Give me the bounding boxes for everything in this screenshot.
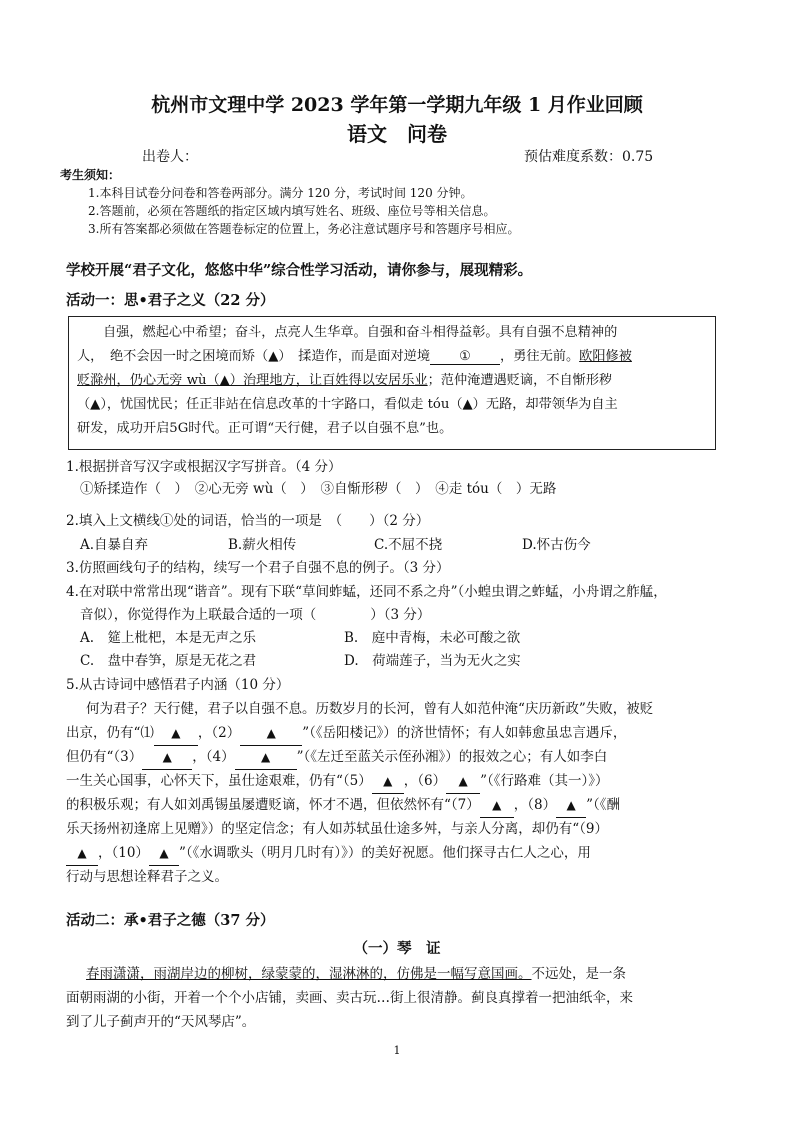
underlined-sentence: 春雨潇潇，雨湖岸边的柳树，绿蒙蒙的，湿淋淋的，仿佛是一幅写意国画。 xyxy=(86,966,532,982)
q5-fragment: ”（《酬 xyxy=(586,797,620,813)
q5-fragment: 一生关心国事，心怀天下，虽仕途艰难，仍有“（5） xyxy=(66,773,372,789)
answer-mark: ▲ xyxy=(260,750,271,764)
story-line xyxy=(86,962,626,986)
option-d: D. 荷端莲子，当为无火之实 xyxy=(344,653,521,669)
blank-1: ① xyxy=(430,349,500,365)
question-5: 5.从古诗词中感悟君子内涵（10 分） xyxy=(66,677,290,693)
blank-3 xyxy=(142,745,192,770)
author-label: 出卷人： xyxy=(142,149,198,165)
question-4-cont: 音似），你觉得作为上联最合适的一项（ ）（3 分） xyxy=(80,607,431,623)
question-2: 2.填入上文横线①处的词语，恰当的一项是 （ ）（2 分） xyxy=(66,513,430,529)
q5-fragment: ，（2） xyxy=(197,725,241,741)
option-d: D.怀古伤今 xyxy=(522,537,591,553)
story-fragment: 不远处，是一条 xyxy=(531,966,626,982)
passage-fragment: ；范仲淹遭遇贬谪，不自惭形秽 xyxy=(427,373,613,388)
blank-9 xyxy=(66,841,98,866)
notice-item: 1.本科目试卷分问卷和答卷两部分。满分 120 分，考试时间 120 分钟。 xyxy=(88,186,473,200)
story-line: 到了儿子蓟声开的“天风琴店”。 xyxy=(66,1014,256,1030)
blank-6 xyxy=(446,769,480,794)
answer-mark: ▲ xyxy=(171,726,181,740)
passage-line xyxy=(77,345,709,365)
blank-5 xyxy=(372,769,404,794)
question-1-items: ①矫揉造作（ ） ②心无旁 wù（ ） ③自惭形秽（ ） ④走 tóu（ ）无路 xyxy=(80,481,557,497)
answer-mark: ▲ xyxy=(458,774,468,788)
q5-line: 乐天扬州初逢席上见赠》）的坚定信念；有人如苏轼虽仕途多舛，与亲人分离，却仍有“（9） xyxy=(66,821,608,837)
q5-line xyxy=(66,721,626,746)
passage-fragment: ，勇往无前。 xyxy=(500,349,580,364)
option-b: B. 庭中青梅，未必可酸之欲 xyxy=(344,630,521,646)
blank-7 xyxy=(480,793,514,818)
option-b: B.薪火相传 xyxy=(228,537,297,553)
passage-line xyxy=(77,369,709,388)
q5-fragment: ”（《水调歌头（明月几时有）》）的美好祝愿。他们探寻古仁人之心，用 xyxy=(178,845,591,861)
notice-heading: 考生须知： xyxy=(60,168,121,182)
underlined-sentence: 欧阳修被 xyxy=(579,349,632,364)
q5-fragment: ，（8） xyxy=(513,797,557,813)
underlined-sentence: 贬滁州，仍心无旁 wù（▲）治理地方，让百姓得以安居乐业 xyxy=(77,373,428,388)
passage-fragment: 人， 绝不会因一时之困境而矫（▲） 揉造作，而是面对逆境 xyxy=(77,349,431,364)
question-3: 3.仿照画线句子的结构，续写一个君子自强不息的例子。（3 分） xyxy=(66,560,450,576)
q5-fragment: 出京，仍有“⑴ xyxy=(66,725,154,741)
q5-line xyxy=(66,769,609,794)
passage-box xyxy=(68,316,716,450)
passage-line: 自强，燃起心中希望；奋斗，点亮人生华章。自强和奋斗相得益彰。具有自强不息精神的 xyxy=(103,325,618,340)
option-a: A. 筵上枇杷，本是无声之乐 xyxy=(80,630,257,646)
q5-fragment: ，（4） xyxy=(192,749,235,765)
question-1: 1.根据拼音写汉字或根据汉字写拼音。（4 分） xyxy=(66,459,342,475)
blank-1 xyxy=(154,721,198,746)
q5-line xyxy=(66,745,607,770)
notice-item: 2.答题前，必须在答题纸的指定区域内填写姓名、班级、座位号等相关信息。 xyxy=(88,204,496,218)
answer-mark: ▲ xyxy=(383,774,393,788)
difficulty-coefficient: 预估难度系数：0.75 xyxy=(524,149,654,165)
section-heading: （一）琴 证 xyxy=(353,940,441,957)
answer-mark: ▲ xyxy=(159,846,169,860)
answer-mark: ▲ xyxy=(162,750,172,764)
q5-fragment: ”（《岳阳楼记》）的济世情怀；有人如韩愈虽忠言遇斥， xyxy=(302,725,627,741)
q5-line: 行动与思想诠释君子之义。 xyxy=(66,869,228,885)
q5-line xyxy=(66,841,591,866)
exam-subtitle: 语文 问卷 xyxy=(347,122,447,146)
q5-fragment: 但仍有“（3） xyxy=(66,749,143,765)
q5-fragment: ”（《左迁至蓝关示侄孙湘》）的报效之心；有人如李白 xyxy=(296,749,608,765)
activity2-heading: 活动二：承•君子之德（37 分） xyxy=(66,912,275,929)
q5-fragment: 的积极乐观；有人如刘禹锡虽屡遭贬谪，怀才不遇，但依然怀有“（7） xyxy=(66,797,480,813)
activity1-heading: 活动一：思•君子之义（22 分） xyxy=(66,292,275,309)
q5-fragment: ，（10） xyxy=(98,845,149,861)
q5-fragment: ”（《行路难（其一）》） xyxy=(480,773,609,789)
blank-10 xyxy=(149,841,179,866)
blank-8 xyxy=(556,793,586,818)
story-line: 面朝雨湖的小街，开着一个个小店铺，卖画、卖古玩…街上很清静。蓟良真撑着一把油纸伞，来 xyxy=(66,990,633,1006)
answer-mark: ▲ xyxy=(492,798,502,812)
blank-4 xyxy=(235,745,297,770)
question-4: 4.在对联中常常出现“谐音”。现有下联“草间蚱蜢，还同不系之舟”（小蝗虫谓之蚱蜢，小舟谓之舴艋， xyxy=(66,584,667,600)
answer-mark: ▲ xyxy=(77,846,87,860)
q5-fragment: ，（6） xyxy=(403,773,447,789)
q5-line: 何为君子？天行健，君子以自强不息。历数岁月的长河，曾有人如范仲淹“庆历新政”失败，被贬 xyxy=(86,701,654,717)
passage-line: （▲），忧国忧民；任正非站在信息改革的十字路口，看似走 tóu（▲）无路，却带领华为自主 xyxy=(77,397,618,412)
exam-title: 杭州市文理中学 2023 学年第一学期九年级 1 月作业回顾 xyxy=(151,94,643,116)
option-c: C. 盘中春笋，原是无花之君 xyxy=(80,653,257,669)
blank-2 xyxy=(240,721,302,746)
q5-line xyxy=(66,793,620,818)
option-c: C.不屈不挠 xyxy=(374,537,443,553)
activity-intro: 学校开展“君子文化，悠悠中华”综合性学习活动，请你参与，展现精彩。 xyxy=(66,262,533,279)
notice-item: 3.所有答案都必须做在答题卷标定的位置上，务必注意试题序号和答题序号相应。 xyxy=(88,222,520,236)
answer-mark: ▲ xyxy=(266,726,276,740)
page-number: 1 xyxy=(393,1044,401,1057)
answer-mark: ▲ xyxy=(566,798,576,812)
option-a: A.自暴自弃 xyxy=(80,537,149,553)
passage-line: 研发，成功开启5G时代。正可谓“天行健，君子以自强不息”也。 xyxy=(77,421,453,436)
